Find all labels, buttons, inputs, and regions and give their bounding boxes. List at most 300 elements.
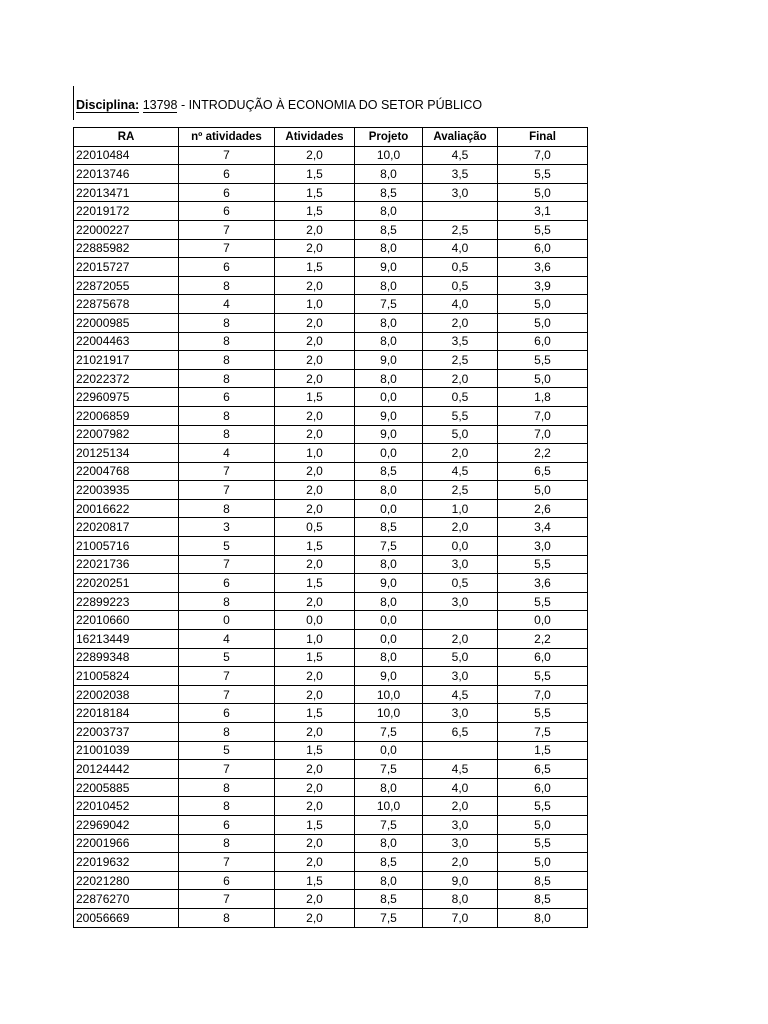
table-row bbox=[74, 890, 588, 909]
final-cell: 5,0 bbox=[498, 183, 588, 202]
final-cell: 5,0 bbox=[498, 313, 588, 332]
project-cell: 8,5 bbox=[355, 220, 423, 239]
activities-cell: 1,5 bbox=[275, 741, 355, 760]
evaluation-cell: 4,5 bbox=[423, 685, 498, 704]
evaluation-cell: 3,0 bbox=[423, 834, 498, 853]
project-cell: 8,5 bbox=[355, 853, 423, 872]
activities-cell: 0,0 bbox=[275, 611, 355, 630]
table-row bbox=[74, 481, 588, 500]
ra-cell: 22960975 bbox=[74, 388, 179, 407]
table-row bbox=[74, 406, 588, 425]
project-cell: 7,5 bbox=[355, 760, 423, 779]
evaluation-cell bbox=[423, 202, 498, 221]
final-cell: 5,0 bbox=[498, 295, 588, 314]
final-cell: 0,0 bbox=[498, 611, 588, 630]
num-activities-cell: 6 bbox=[179, 815, 275, 834]
ra-cell: 22007982 bbox=[74, 425, 179, 444]
activities-cell: 1,0 bbox=[275, 295, 355, 314]
num-activities-cell: 0 bbox=[179, 611, 275, 630]
table-row bbox=[74, 723, 588, 742]
activities-cell: 2,0 bbox=[275, 425, 355, 444]
project-cell: 8,0 bbox=[355, 648, 423, 667]
num-activities-cell: 4 bbox=[179, 630, 275, 649]
num-activities-cell: 5 bbox=[179, 741, 275, 760]
num-activities-cell: 7 bbox=[179, 239, 275, 258]
table-row bbox=[74, 202, 588, 221]
num-activities-cell: 7 bbox=[179, 146, 275, 165]
activities-cell: 1,5 bbox=[275, 202, 355, 221]
num-activities-cell: 7 bbox=[179, 890, 275, 909]
project-cell: 7,5 bbox=[355, 295, 423, 314]
discipline-title: - INTRODUÇÃO À ECONOMIA DO SETOR PÚBLICO bbox=[177, 98, 483, 112]
final-cell: 3,4 bbox=[498, 518, 588, 537]
final-cell: 3,0 bbox=[498, 537, 588, 556]
project-cell: 9,0 bbox=[355, 351, 423, 370]
ra-cell: 22010484 bbox=[74, 146, 179, 165]
evaluation-cell: 0,5 bbox=[423, 574, 498, 593]
column-header-final: Final bbox=[498, 128, 588, 147]
evaluation-cell: 5,0 bbox=[423, 425, 498, 444]
table-row bbox=[74, 351, 588, 370]
activities-cell: 1,5 bbox=[275, 648, 355, 667]
num-activities-cell: 8 bbox=[179, 797, 275, 816]
evaluation-cell bbox=[423, 741, 498, 760]
num-activities-cell: 8 bbox=[179, 592, 275, 611]
num-activities-cell: 6 bbox=[179, 202, 275, 221]
activities-cell: 1,5 bbox=[275, 258, 355, 277]
table-row bbox=[74, 592, 588, 611]
table-row bbox=[74, 425, 588, 444]
evaluation-cell: 5,5 bbox=[423, 406, 498, 425]
activities-cell: 2,0 bbox=[275, 462, 355, 481]
activities-cell: 2,0 bbox=[275, 276, 355, 295]
project-cell: 9,0 bbox=[355, 425, 423, 444]
activities-cell: 2,0 bbox=[275, 369, 355, 388]
activities-cell: 2,0 bbox=[275, 890, 355, 909]
evaluation-cell: 2,0 bbox=[423, 630, 498, 649]
evaluation-cell: 2,0 bbox=[423, 518, 498, 537]
num-activities-cell: 8 bbox=[179, 425, 275, 444]
table-row bbox=[74, 165, 588, 184]
final-cell: 2,2 bbox=[498, 630, 588, 649]
evaluation-cell: 3,5 bbox=[423, 165, 498, 184]
table-row bbox=[74, 518, 588, 537]
final-cell: 3,6 bbox=[498, 258, 588, 277]
activities-cell: 1,5 bbox=[275, 165, 355, 184]
final-cell: 3,6 bbox=[498, 574, 588, 593]
evaluation-cell: 5,0 bbox=[423, 648, 498, 667]
evaluation-cell: 9,0 bbox=[423, 871, 498, 890]
project-cell: 7,5 bbox=[355, 908, 423, 927]
discipline-label: Disciplina: bbox=[76, 98, 140, 112]
final-cell: 5,0 bbox=[498, 369, 588, 388]
num-activities-cell: 7 bbox=[179, 220, 275, 239]
num-activities-cell: 7 bbox=[179, 853, 275, 872]
final-cell: 5,5 bbox=[498, 165, 588, 184]
num-activities-cell: 6 bbox=[179, 574, 275, 593]
project-cell: 10,0 bbox=[355, 146, 423, 165]
ra-cell: 22005885 bbox=[74, 778, 179, 797]
num-activities-cell: 4 bbox=[179, 444, 275, 463]
final-cell: 7,5 bbox=[498, 723, 588, 742]
project-cell: 0,0 bbox=[355, 388, 423, 407]
project-cell: 7,5 bbox=[355, 815, 423, 834]
ra-cell: 22019632 bbox=[74, 853, 179, 872]
num-activities-cell: 6 bbox=[179, 704, 275, 723]
project-cell: 7,5 bbox=[355, 537, 423, 556]
table-row bbox=[74, 369, 588, 388]
evaluation-cell: 3,0 bbox=[423, 592, 498, 611]
ra-cell: 22015727 bbox=[74, 258, 179, 277]
table-row bbox=[74, 685, 588, 704]
evaluation-cell: 4,5 bbox=[423, 146, 498, 165]
activities-cell: 2,0 bbox=[275, 481, 355, 500]
table-row bbox=[74, 704, 588, 723]
project-cell: 10,0 bbox=[355, 797, 423, 816]
table-row bbox=[74, 444, 588, 463]
left-border-rule bbox=[73, 86, 74, 120]
table-row bbox=[74, 834, 588, 853]
final-cell: 8,0 bbox=[498, 908, 588, 927]
evaluation-cell: 3,0 bbox=[423, 704, 498, 723]
project-cell: 8,0 bbox=[355, 592, 423, 611]
ra-cell: 20056669 bbox=[74, 908, 179, 927]
num-activities-cell: 7 bbox=[179, 462, 275, 481]
table-row bbox=[74, 648, 588, 667]
table-row bbox=[74, 797, 588, 816]
evaluation-cell: 2,5 bbox=[423, 481, 498, 500]
evaluation-cell: 4,5 bbox=[423, 760, 498, 779]
evaluation-cell: 8,0 bbox=[423, 890, 498, 909]
ra-cell: 22002038 bbox=[74, 685, 179, 704]
table-row bbox=[74, 630, 588, 649]
ra-cell: 22013471 bbox=[74, 183, 179, 202]
table-row bbox=[74, 537, 588, 556]
final-cell: 3,1 bbox=[498, 202, 588, 221]
activities-cell: 2,0 bbox=[275, 908, 355, 927]
ra-cell: 22003935 bbox=[74, 481, 179, 500]
table-row bbox=[74, 499, 588, 518]
ra-cell: 22004768 bbox=[74, 462, 179, 481]
final-cell: 6,5 bbox=[498, 462, 588, 481]
table-row bbox=[74, 741, 588, 760]
num-activities-cell: 6 bbox=[179, 258, 275, 277]
activities-cell: 2,0 bbox=[275, 853, 355, 872]
activities-cell: 2,0 bbox=[275, 555, 355, 574]
column-header-evaluation: Avaliação bbox=[423, 128, 498, 147]
evaluation-cell: 0,0 bbox=[423, 537, 498, 556]
num-activities-cell: 3 bbox=[179, 518, 275, 537]
evaluation-cell bbox=[423, 611, 498, 630]
final-cell: 1,8 bbox=[498, 388, 588, 407]
final-cell: 5,0 bbox=[498, 815, 588, 834]
activities-cell: 2,0 bbox=[275, 220, 355, 239]
project-cell: 0,0 bbox=[355, 444, 423, 463]
project-cell: 7,5 bbox=[355, 723, 423, 742]
ra-cell: 22010660 bbox=[74, 611, 179, 630]
activities-cell: 1,5 bbox=[275, 704, 355, 723]
ra-cell: 21005824 bbox=[74, 667, 179, 686]
num-activities-cell: 8 bbox=[179, 332, 275, 351]
project-cell: 8,5 bbox=[355, 462, 423, 481]
project-cell: 8,5 bbox=[355, 183, 423, 202]
table-header-row bbox=[74, 128, 588, 147]
final-cell: 7,0 bbox=[498, 406, 588, 425]
table-row bbox=[74, 239, 588, 258]
activities-cell: 2,0 bbox=[275, 239, 355, 258]
ra-cell: 20124442 bbox=[74, 760, 179, 779]
project-cell: 8,0 bbox=[355, 239, 423, 258]
final-cell: 2,2 bbox=[498, 444, 588, 463]
final-cell: 6,5 bbox=[498, 760, 588, 779]
activities-cell: 2,0 bbox=[275, 723, 355, 742]
final-cell: 5,5 bbox=[498, 797, 588, 816]
ra-cell: 22020817 bbox=[74, 518, 179, 537]
project-cell: 9,0 bbox=[355, 258, 423, 277]
project-cell: 9,0 bbox=[355, 667, 423, 686]
column-header-project: Projeto bbox=[355, 128, 423, 147]
project-cell: 0,0 bbox=[355, 630, 423, 649]
table-row bbox=[74, 815, 588, 834]
num-activities-cell: 8 bbox=[179, 351, 275, 370]
num-activities-cell: 8 bbox=[179, 276, 275, 295]
num-activities-cell: 8 bbox=[179, 369, 275, 388]
project-cell: 8,0 bbox=[355, 369, 423, 388]
evaluation-cell: 3,0 bbox=[423, 815, 498, 834]
project-cell: 8,0 bbox=[355, 834, 423, 853]
table-row bbox=[74, 276, 588, 295]
num-activities-cell: 5 bbox=[179, 648, 275, 667]
table-row bbox=[74, 183, 588, 202]
final-cell: 6,0 bbox=[498, 648, 588, 667]
grades-table bbox=[73, 127, 588, 928]
num-activities-cell: 7 bbox=[179, 685, 275, 704]
ra-cell: 20016622 bbox=[74, 499, 179, 518]
ra-cell: 22899223 bbox=[74, 592, 179, 611]
final-cell: 7,0 bbox=[498, 425, 588, 444]
evaluation-cell: 3,5 bbox=[423, 332, 498, 351]
table-row bbox=[74, 667, 588, 686]
table-row bbox=[74, 332, 588, 351]
final-cell: 5,5 bbox=[498, 351, 588, 370]
final-cell: 5,5 bbox=[498, 834, 588, 853]
activities-cell: 1,5 bbox=[275, 183, 355, 202]
ra-cell: 22899348 bbox=[74, 648, 179, 667]
num-activities-cell: 7 bbox=[179, 760, 275, 779]
activities-cell: 2,0 bbox=[275, 778, 355, 797]
activities-cell: 2,0 bbox=[275, 406, 355, 425]
activities-cell: 1,5 bbox=[275, 871, 355, 890]
project-cell: 0,0 bbox=[355, 741, 423, 760]
num-activities-cell: 7 bbox=[179, 555, 275, 574]
ra-cell: 22022372 bbox=[74, 369, 179, 388]
activities-cell: 0,5 bbox=[275, 518, 355, 537]
num-activities-cell: 7 bbox=[179, 481, 275, 500]
project-cell: 8,0 bbox=[355, 778, 423, 797]
evaluation-cell: 0,5 bbox=[423, 388, 498, 407]
activities-cell: 2,0 bbox=[275, 499, 355, 518]
activities-cell: 2,0 bbox=[275, 667, 355, 686]
activities-cell: 2,0 bbox=[275, 834, 355, 853]
project-cell: 0,0 bbox=[355, 611, 423, 630]
num-activities-cell: 6 bbox=[179, 871, 275, 890]
final-cell: 7,0 bbox=[498, 685, 588, 704]
ra-cell: 22885982 bbox=[74, 239, 179, 258]
project-cell: 10,0 bbox=[355, 704, 423, 723]
activities-cell: 2,0 bbox=[275, 760, 355, 779]
final-cell: 5,5 bbox=[498, 704, 588, 723]
activities-cell: 2,0 bbox=[275, 797, 355, 816]
table-row bbox=[74, 258, 588, 277]
final-cell: 5,5 bbox=[498, 555, 588, 574]
column-header-ra: RA bbox=[74, 128, 179, 147]
activities-cell: 2,0 bbox=[275, 351, 355, 370]
final-cell: 6,0 bbox=[498, 778, 588, 797]
table-row bbox=[74, 871, 588, 890]
ra-cell: 22019172 bbox=[74, 202, 179, 221]
ra-cell: 20125134 bbox=[74, 444, 179, 463]
table-row bbox=[74, 388, 588, 407]
final-cell: 8,5 bbox=[498, 890, 588, 909]
activities-cell: 1,5 bbox=[275, 574, 355, 593]
evaluation-cell: 2,0 bbox=[423, 369, 498, 388]
evaluation-cell: 2,0 bbox=[423, 853, 498, 872]
final-cell: 7,0 bbox=[498, 146, 588, 165]
num-activities-cell: 8 bbox=[179, 723, 275, 742]
table-row bbox=[74, 220, 588, 239]
table-row bbox=[74, 555, 588, 574]
table-row bbox=[74, 853, 588, 872]
table-row bbox=[74, 462, 588, 481]
activities-cell: 2,0 bbox=[275, 685, 355, 704]
grades-table-body bbox=[74, 146, 588, 927]
activities-cell: 2,0 bbox=[275, 592, 355, 611]
evaluation-cell: 3,0 bbox=[423, 667, 498, 686]
ra-cell: 22020251 bbox=[74, 574, 179, 593]
evaluation-cell: 6,5 bbox=[423, 723, 498, 742]
ra-cell: 22875678 bbox=[74, 295, 179, 314]
final-cell: 6,0 bbox=[498, 332, 588, 351]
project-cell: 9,0 bbox=[355, 406, 423, 425]
ra-cell: 21001039 bbox=[74, 741, 179, 760]
table-row bbox=[74, 778, 588, 797]
num-activities-cell: 8 bbox=[179, 834, 275, 853]
final-cell: 6,0 bbox=[498, 239, 588, 258]
evaluation-cell: 4,0 bbox=[423, 239, 498, 258]
project-cell: 8,5 bbox=[355, 518, 423, 537]
ra-cell: 22021736 bbox=[74, 555, 179, 574]
evaluation-cell: 2,0 bbox=[423, 444, 498, 463]
ra-cell: 22872055 bbox=[74, 276, 179, 295]
ra-cell: 22004463 bbox=[74, 332, 179, 351]
ra-cell: 22001966 bbox=[74, 834, 179, 853]
discipline-header bbox=[76, 96, 482, 114]
activities-cell: 2,0 bbox=[275, 332, 355, 351]
num-activities-cell: 8 bbox=[179, 499, 275, 518]
project-cell: 0,0 bbox=[355, 499, 423, 518]
evaluation-cell: 2,0 bbox=[423, 797, 498, 816]
ra-cell: 22006859 bbox=[74, 406, 179, 425]
column-header-num-activities: nº atividades bbox=[179, 128, 275, 147]
final-cell: 5,5 bbox=[498, 667, 588, 686]
num-activities-cell: 6 bbox=[179, 388, 275, 407]
project-cell: 8,0 bbox=[355, 481, 423, 500]
ra-cell: 22876270 bbox=[74, 890, 179, 909]
table-row bbox=[74, 146, 588, 165]
num-activities-cell: 8 bbox=[179, 313, 275, 332]
evaluation-cell: 7,0 bbox=[423, 908, 498, 927]
ra-cell: 22021280 bbox=[74, 871, 179, 890]
num-activities-cell: 4 bbox=[179, 295, 275, 314]
project-cell: 8,0 bbox=[355, 202, 423, 221]
activities-cell: 1,5 bbox=[275, 537, 355, 556]
num-activities-cell: 8 bbox=[179, 778, 275, 797]
final-cell: 5,5 bbox=[498, 592, 588, 611]
final-cell: 2,6 bbox=[498, 499, 588, 518]
final-cell: 8,5 bbox=[498, 871, 588, 890]
project-cell: 8,0 bbox=[355, 276, 423, 295]
evaluation-cell: 0,5 bbox=[423, 276, 498, 295]
evaluation-cell: 4,0 bbox=[423, 295, 498, 314]
activities-cell: 1,0 bbox=[275, 444, 355, 463]
project-cell: 8,0 bbox=[355, 165, 423, 184]
num-activities-cell: 8 bbox=[179, 908, 275, 927]
table-row bbox=[74, 908, 588, 927]
column-header-activities: Atividades bbox=[275, 128, 355, 147]
num-activities-cell: 5 bbox=[179, 537, 275, 556]
table-row bbox=[74, 295, 588, 314]
final-cell: 5,0 bbox=[498, 481, 588, 500]
evaluation-cell: 4,0 bbox=[423, 778, 498, 797]
evaluation-cell: 2,0 bbox=[423, 313, 498, 332]
discipline-code: 13798 bbox=[142, 98, 178, 112]
ra-cell: 22018184 bbox=[74, 704, 179, 723]
ra-cell: 22000227 bbox=[74, 220, 179, 239]
final-cell: 1,5 bbox=[498, 741, 588, 760]
ra-cell: 21005716 bbox=[74, 537, 179, 556]
activities-cell: 2,0 bbox=[275, 313, 355, 332]
ra-cell: 22013746 bbox=[74, 165, 179, 184]
activities-cell: 1,0 bbox=[275, 630, 355, 649]
num-activities-cell: 6 bbox=[179, 183, 275, 202]
evaluation-cell: 3,0 bbox=[423, 183, 498, 202]
table-row bbox=[74, 760, 588, 779]
ra-cell: 22000985 bbox=[74, 313, 179, 332]
evaluation-cell: 3,0 bbox=[423, 555, 498, 574]
project-cell: 8,0 bbox=[355, 332, 423, 351]
evaluation-cell: 2,5 bbox=[423, 351, 498, 370]
ra-cell: 22969042 bbox=[74, 815, 179, 834]
project-cell: 8,0 bbox=[355, 871, 423, 890]
project-cell: 10,0 bbox=[355, 685, 423, 704]
table-row bbox=[74, 313, 588, 332]
table-row bbox=[74, 574, 588, 593]
project-cell: 8,5 bbox=[355, 890, 423, 909]
ra-cell: 22003737 bbox=[74, 723, 179, 742]
final-cell: 3,9 bbox=[498, 276, 588, 295]
project-cell: 8,0 bbox=[355, 555, 423, 574]
evaluation-cell: 1,0 bbox=[423, 499, 498, 518]
evaluation-cell: 4,5 bbox=[423, 462, 498, 481]
ra-cell: 22010452 bbox=[74, 797, 179, 816]
activities-cell: 1,5 bbox=[275, 388, 355, 407]
activities-cell: 2,0 bbox=[275, 146, 355, 165]
num-activities-cell: 7 bbox=[179, 667, 275, 686]
final-cell: 5,5 bbox=[498, 220, 588, 239]
num-activities-cell: 6 bbox=[179, 165, 275, 184]
project-cell: 8,0 bbox=[355, 313, 423, 332]
ra-cell: 21021917 bbox=[74, 351, 179, 370]
